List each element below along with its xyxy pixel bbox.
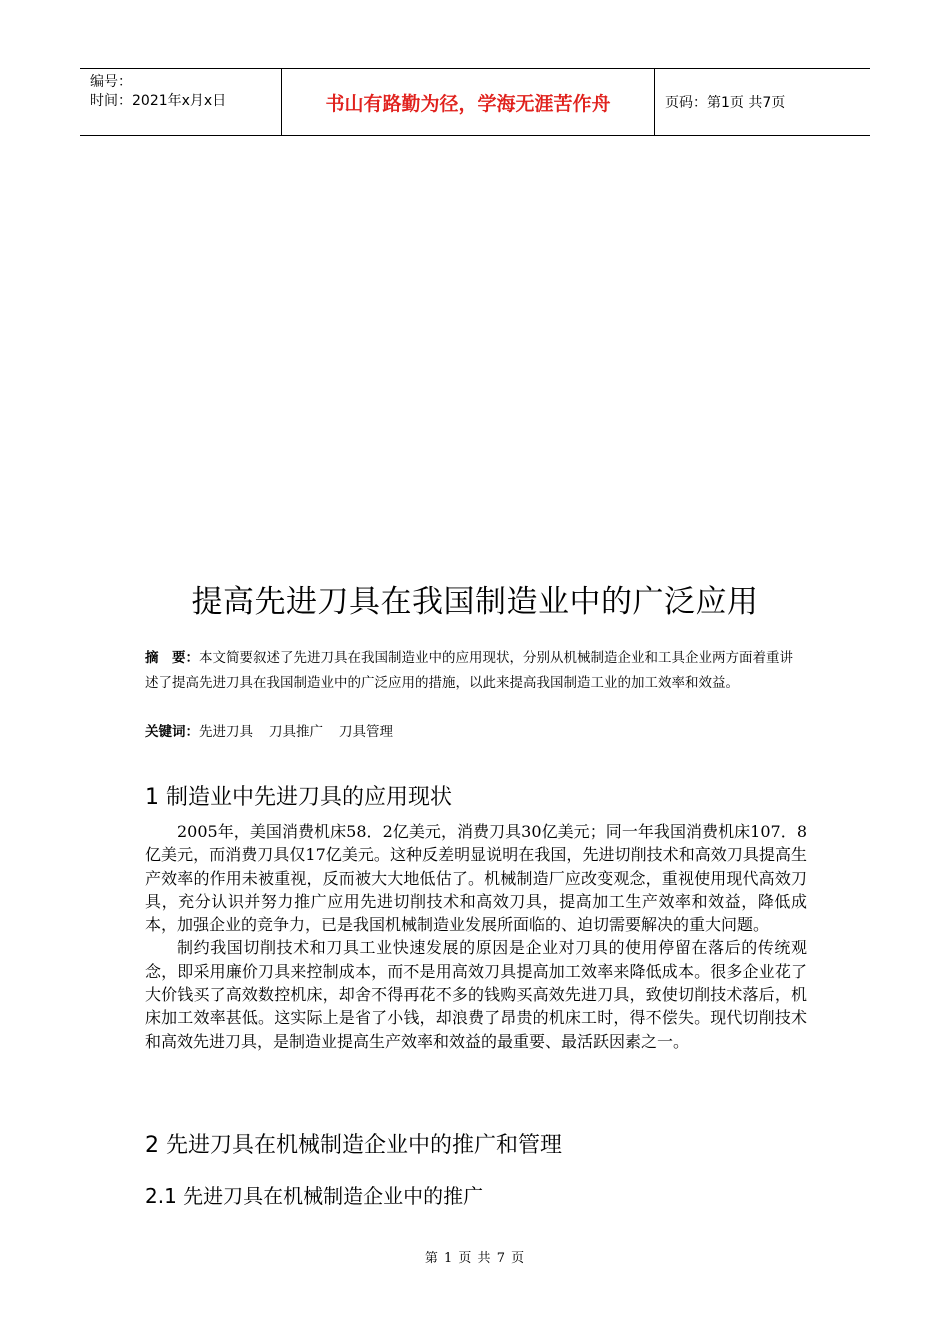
header-table bbox=[80, 68, 870, 136]
section-2-1-heading: 2.1 先进刀具在机械制造企业中的推广 bbox=[145, 1184, 484, 1208]
time-label: 时间：2021年x月x日 bbox=[90, 93, 227, 109]
keyword-item: 刀具推广 bbox=[269, 724, 323, 740]
keyword-item: 先进刀具 bbox=[199, 724, 253, 740]
paragraph: 2005年，美国消费机床58．2亿美元，消费刀具30亿美元；同一年我国消费机床107．8亿美元，而消费刀具仅17亿美元。这种反差明显说明在我国，先进切削技术和高效刀具提高生产效率的作用未被重视，反而被大大地低估了。机械制造厂应改变观念，重视使用现代高效刀具，充分认识并努力推广应用先进切削技术和高效刀具，提高加工生产效率和效益，降低成本，加强企业的竞争力，已是我国机械制造业发展所面临的、迫切需要解决的重大问题。 bbox=[145, 822, 807, 935]
motto-text: 书山有路勤为径，学海无涯苦作舟 bbox=[325, 92, 611, 115]
abstract-label: 摘 要： bbox=[145, 650, 199, 666]
header-meta-cell bbox=[80, 69, 282, 135]
abstract-text: 本文简要叙述了先进刀具在我国制造业中的应用现状，分别从机械制造企业和工具企业两方面着重讲述了提高先进刀具在我国制造业中的广泛应用的措施，以此来提高我国制造工业的加工效率和效益。 bbox=[145, 650, 793, 691]
header-page-cell bbox=[655, 69, 870, 135]
keywords bbox=[145, 720, 805, 745]
section-1-heading: 1 制造业中先进刀具的应用现状 bbox=[145, 785, 452, 810]
section-2-heading: 2 先进刀具在机械制造企业中的推广和管理 bbox=[145, 1133, 562, 1158]
keywords-label: 关键词： bbox=[145, 724, 199, 740]
page-footer: 第 1 页 共 7 页 bbox=[424, 1251, 526, 1266]
document-title: 提高先进刀具在我国制造业中的广泛应用 bbox=[191, 584, 759, 620]
paragraph: 制约我国切削技术和刀具工业快速发展的原因是企业对刀具的使用停留在落后的传统观念，即采用廉价刀具来控制成本，而不是用高效刀具提高加工效率来降低成本。很多企业花了大价钱买了高效数控机床，却舍不得再花不多的钱购买高效先进刀具，致使切削技术落后，机床加工效率甚低。这实际上是省了小钱，却浪费了昂贵的机床工时，得不偿失。现代切削技术和高效先进刀具，是制造业提高生产效率和效益的最重要、最活跃因素之一。 bbox=[145, 938, 807, 1051]
page-info: 页码：第1页 共7页 bbox=[665, 95, 786, 111]
abstract bbox=[145, 646, 805, 696]
header-motto-cell bbox=[282, 69, 655, 135]
number-label: 编号： bbox=[90, 74, 132, 90]
keyword-item: 刀具管理 bbox=[339, 724, 393, 740]
section-1-body bbox=[145, 820, 807, 1053]
